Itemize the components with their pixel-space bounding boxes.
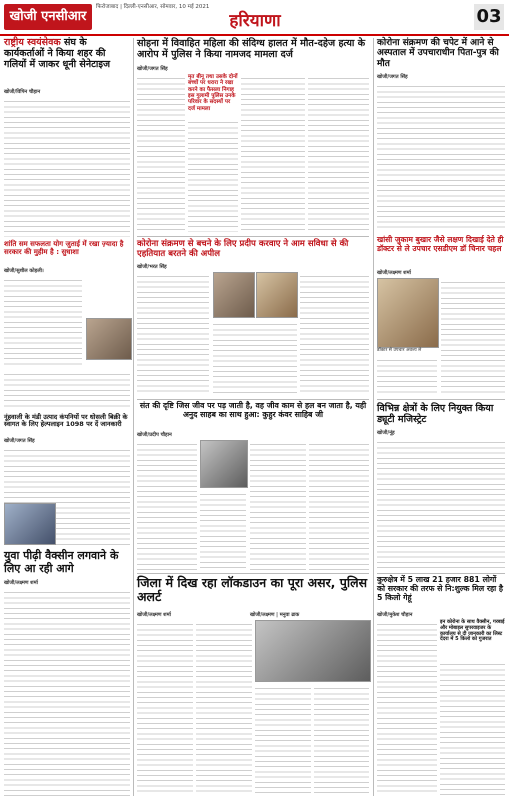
corona-center-byline: खोजी/भरत सिंह <box>137 264 167 270</box>
person-photo-left <box>213 272 255 318</box>
sant-body-3 <box>250 440 306 570</box>
sant-body-4 <box>309 440 369 570</box>
corona-center-body-3 <box>300 272 369 396</box>
column-divider <box>133 38 134 796</box>
corona-center-body-1 <box>137 272 209 396</box>
vaccine-byline: खोजी/लक्ष्मण शर्मा <box>4 580 38 586</box>
duty-headline: विभिन्न क्षेत्रों के लिए नियुक्त किया ड्यूटी मजिस्ट्रेट <box>377 403 494 425</box>
corona-center-body-2 <box>213 320 297 396</box>
page-number: 03 <box>474 4 504 30</box>
lockdown-body-4 <box>314 684 369 796</box>
kurukshetra-headline: कुरुक्षेत्र में 5 लाख 21 हजार 881 लोगों को सरकार की तरफ से नि:शुल्क मिल रहा है 5 किलो गेहूं <box>377 575 504 602</box>
corona-ward-body <box>377 82 505 232</box>
rss-headline <box>4 38 130 71</box>
kurukshetra-byline: खोजी/मुकेश चौहान <box>377 612 413 618</box>
duty-byline: खोजी/नूंह <box>377 430 395 436</box>
lockdown-body-1 <box>137 620 193 796</box>
farmers-headline: नूंहवाली के मंडी उत्पाद कंपनियों पर धोसली बिक्री के स्वागत के लिए हेल्पलाइन 1098 पर दें जानकारी <box>4 413 128 429</box>
sohna-body-text-3 <box>241 74 305 232</box>
lockdown-headline: जिला में दिख रहा लॉकडाउन का पूरा असर, पुलिस अलर्ट <box>137 575 368 605</box>
divider <box>377 399 505 400</box>
sant-body-1 <box>137 440 197 570</box>
rss-pullquote: शांति सम सफलता योग जुताई में रखा ज़्यादा है सरकार की मुहीम है : सुधाशा <box>4 240 124 257</box>
kurukshetra-body-1 <box>377 620 437 796</box>
rss-body-text <box>4 97 130 237</box>
rss-byline: खोजी/विपिन चौहान <box>4 89 41 95</box>
vaccine-headline: युवा पीढ़ी वैक्सीन लगवाने के लिए आ रही आगे <box>4 549 119 575</box>
rss-pullquote-byline: खोजी/सुशील कोहली। <box>4 268 44 274</box>
sohna-headline: सोहना में विवाहित महिला की संदिग्ध हालत में मौत-दहेज हत्या के आरोप में पुलिस ने किया नामजद मामला दर्ज <box>137 38 366 61</box>
divider <box>137 399 369 400</box>
vaccine-body-text <box>4 588 130 796</box>
officer-photo <box>377 278 439 348</box>
lockdown-byline-left: खोजी/लक्ष्मण शर्मा <box>137 612 171 618</box>
sohna-pullquote: मृत बीनू तथा उसके दोनों बच्चों पर धरारा ने रखा करने का फैसला निगाह इस गुलामी पुलिस उनके परिवार के सदस्यों पर दर्ज मामला <box>188 74 238 112</box>
sohna-byline: खोजी/जगत सिंह <box>137 66 168 72</box>
sant-headline: संत की दृष्टि जिस जीव पर पड़ जाती है, वह जीव काम से हल बन जाता है, यही अनुद साहब का साथ हुआ: कुहुर कंवर साहिब जी <box>139 401 367 419</box>
lockdown-body-3 <box>255 684 311 796</box>
divider <box>137 573 369 574</box>
bukhar-headline: खांसी जुकाम बुखार जैसे लक्षण दिखाई देते ही डॉक्टर से ले उपचार एसडीएम डॉ चिनार चहल <box>377 235 504 253</box>
kurukshetra-body-2 <box>440 660 505 796</box>
bukhar-body-2 <box>377 356 437 396</box>
divider <box>377 573 505 574</box>
section-title: हरियाणा <box>229 11 281 31</box>
pullquote-body-text-2 <box>4 370 130 410</box>
rss-headline-highlight: राष्ट्रीय स्वयंसेवक <box>4 37 61 48</box>
lockdown-byline-right: खोजी/लक्ष्मण | मनुवा ढाक <box>250 612 300 618</box>
bukhar-byline: खोजी/लक्ष्मण शर्मा <box>377 270 411 276</box>
corona-center-headline: कोरोना संक्रमण से बचने के लिए प्रदीप करवाए ने आम सविधा से की एहतियात बरतने की अपील <box>137 239 349 259</box>
corona-ward-headline: कोरोना संक्रमण की चपेट में आने से अस्पताल में उपचाराधीन पिता-पुत्र की मौत <box>377 38 499 69</box>
person-photo <box>86 318 132 360</box>
dateline: फिरोजाबाद | दिल्ली-एनसीआर, सोमवार, 10 मई 2021 <box>96 4 210 10</box>
divider <box>137 236 369 237</box>
sant-photo <box>200 440 248 488</box>
sant-byline: खोजी/प्रदीप चौहान <box>137 432 172 438</box>
lockdown-body-2 <box>196 620 252 796</box>
farmers-byline: खोजी/जगत सिंह <box>4 438 35 444</box>
pullquote-body-text <box>4 276 82 366</box>
person-photo-right <box>256 272 298 318</box>
kurukshetra-sidebox: इन कोरोना के साथ वैक्सीन, गरबाई और मोबाइल सुपरवाइजर के कार्यालय से दी जानकारी का लिस्ट देंदरा में 5 किलो को गुजरात <box>440 619 505 643</box>
sohna-body-text-1 <box>137 74 185 232</box>
column-divider <box>373 38 374 796</box>
rss-headline-rest: संघ के कार्यकर्ताओं ने किया शहर की गलियों में जाकर धूनी सेनेटाइज <box>4 37 111 70</box>
sohna-body-text-4 <box>308 74 369 232</box>
farmers-photo <box>4 503 56 545</box>
duty-body <box>377 438 505 570</box>
sohna-body-text-2 <box>188 118 238 232</box>
corona-ward-byline: खोजी/जगत सिंह <box>377 74 408 80</box>
bukhar-body-1 <box>441 278 505 396</box>
newspaper-logo: खोजी एनसीआर <box>4 4 92 30</box>
officer-photo-caption: डॉक्टर से उपचार अवश्य ले <box>377 348 422 353</box>
police-photo <box>255 620 371 682</box>
sant-body-2 <box>200 490 246 570</box>
